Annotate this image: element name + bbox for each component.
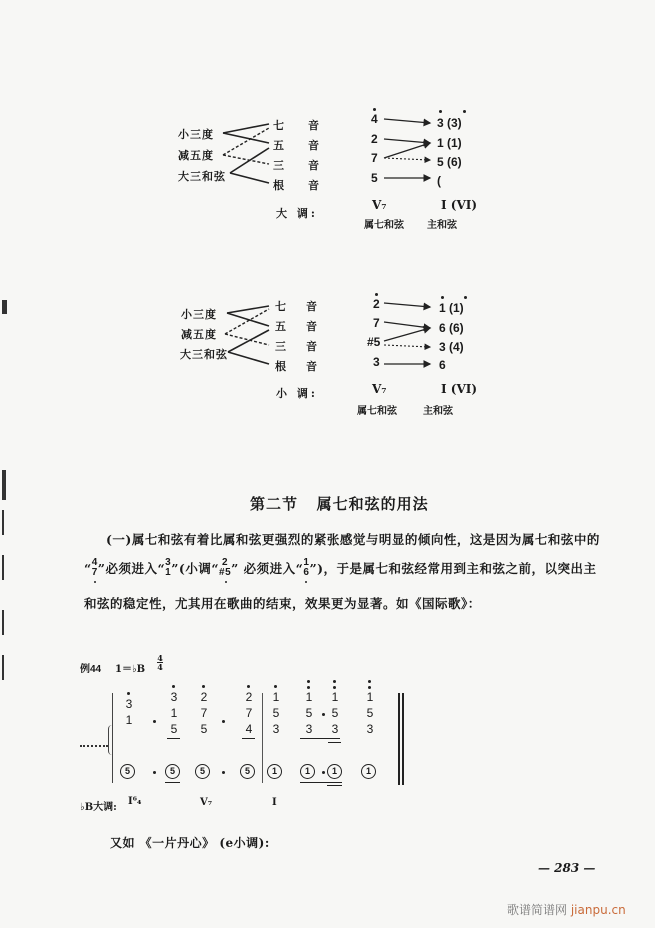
- interval-dim-fifth: 减五度: [178, 149, 214, 162]
- tonic-note: 5 (6): [437, 155, 462, 169]
- scan-artifact: [2, 655, 4, 680]
- tone-label: 音: [308, 119, 319, 132]
- final-barline-thin: [398, 693, 400, 785]
- dominant-note: 7: [371, 151, 378, 165]
- tone-fifth: 五: [273, 139, 284, 152]
- tone-label: 音: [306, 320, 317, 333]
- tone-label: 音: [306, 300, 317, 313]
- note: 1: [331, 690, 339, 704]
- note: 4: [245, 722, 253, 736]
- text: ”(小调“: [171, 561, 220, 576]
- watermark-url: jianpu.cn: [570, 903, 626, 917]
- tone-third: 三: [273, 159, 284, 172]
- tone-label: 音: [308, 159, 319, 172]
- note: 3: [125, 697, 133, 711]
- example-label: 例44: [80, 664, 102, 675]
- analysis-chord-2: V₇: [200, 797, 213, 808]
- tonic-note: 3 (4): [439, 340, 464, 354]
- note: 7: [245, 706, 253, 720]
- note: 5: [366, 706, 374, 720]
- note: 5: [331, 706, 339, 720]
- tone-root: 根: [273, 179, 284, 192]
- watermark-cn: 歌谱简谱网: [507, 903, 568, 917]
- note: 3: [305, 722, 313, 736]
- paragraph-line-2: [84, 558, 597, 578]
- paragraph-line-3: 和弦的稳定性，尤其用在歌曲的结束，效果更为显著。如《国际歌》：: [84, 596, 481, 611]
- dominant-symbol: V₇: [372, 382, 387, 396]
- note: 7: [200, 706, 208, 720]
- fraction-2-s5: [219, 558, 231, 578]
- augmentation-dot: [153, 720, 156, 723]
- circled-note: 1: [327, 764, 342, 779]
- note: 1: [272, 690, 280, 704]
- augmentation-dot: [222, 720, 225, 723]
- high-dot: [464, 296, 467, 299]
- tone-label: 音: [308, 179, 319, 192]
- note: 2: [245, 690, 253, 704]
- augmentation-dot: [322, 771, 325, 774]
- paragraph-line-1: (一)属七和弦有着比属和弦更强烈的紧张感觉与明显的倾向性，这是因为属七和弦中的: [106, 532, 600, 547]
- note: 1: [125, 713, 133, 727]
- dominant-note: 7: [373, 316, 380, 330]
- augmentation-dot: [153, 771, 156, 774]
- tonic-note: 6: [439, 358, 446, 372]
- dominant-symbol: V₇: [372, 198, 387, 212]
- interval-major-triad: 大三和弦: [178, 170, 226, 183]
- tone-label: 音: [306, 340, 317, 353]
- text: ” 必须进入“: [231, 561, 304, 576]
- note: 2: [200, 690, 208, 704]
- tone-seventh: 七: [275, 300, 286, 313]
- note: 3: [331, 722, 339, 736]
- tonic-note: 3 (3): [437, 116, 462, 130]
- tone-fifth: 五: [275, 320, 286, 333]
- interval-major-triad: 大三和弦: [180, 348, 228, 361]
- time-signature: [157, 654, 163, 671]
- note: 3: [170, 690, 178, 704]
- dominant-name: 属七和弦: [364, 220, 404, 231]
- frac-top: 1: [303, 557, 310, 568]
- tone-seventh: 七: [273, 119, 284, 132]
- note: 1: [366, 690, 374, 704]
- scan-artifact: [2, 300, 7, 314]
- tonic-symbol: I (VI): [441, 382, 478, 396]
- followup-text: 又如 《一片丹心》 (e小调):: [110, 836, 270, 850]
- dominant-note: 2: [373, 297, 380, 311]
- brace: [108, 725, 113, 755]
- time-top: 4: [157, 653, 163, 663]
- tonic-name: 主和弦: [423, 406, 453, 417]
- frac-bot: 6: [303, 567, 310, 578]
- time-bot: 4: [157, 662, 163, 672]
- interval-dim-fifth: 减五度: [181, 328, 217, 341]
- circled-note: 5: [195, 764, 210, 779]
- high-dot: [373, 108, 376, 111]
- analysis-chord-1: I⁶₄: [128, 796, 142, 807]
- circled-note: 5: [165, 764, 180, 779]
- scan-artifact: [2, 555, 4, 580]
- analysis-key: ♭B大调:: [80, 802, 117, 813]
- circled-note: 1: [267, 764, 282, 779]
- circled-note: 5: [120, 764, 135, 779]
- note: 1: [305, 690, 313, 704]
- tone-label: 音: [308, 139, 319, 152]
- analysis-chord-3: I: [272, 797, 277, 808]
- barline: [262, 693, 263, 783]
- high-dot: [441, 296, 444, 299]
- augmentation-dot: [222, 771, 225, 774]
- interval-minor-third: 小三度: [178, 128, 214, 141]
- dominant-note: 5: [371, 171, 378, 185]
- dominant-note: 3: [373, 355, 380, 369]
- tonic-note: 6 (6): [439, 321, 464, 335]
- frac-bot: 7: [91, 567, 98, 578]
- key-signature: 1＝♭B: [115, 664, 146, 675]
- augmentation-dot: [322, 713, 325, 716]
- fraction-1-6: [303, 558, 309, 578]
- tonic-symbol: I (VI): [441, 198, 478, 212]
- watermark: [507, 901, 626, 918]
- text: ”)，于是属七和弦经常用到主和弦之前，以突出主: [309, 561, 597, 576]
- scan-artifact: [2, 510, 4, 535]
- interval-minor-third: 小三度: [181, 308, 217, 321]
- note: 5: [170, 722, 178, 736]
- high-dot: [463, 110, 466, 113]
- frac-top: 2: [222, 557, 229, 568]
- final-barline-thick: [402, 693, 404, 785]
- tone-third: 三: [275, 340, 286, 353]
- note: 3: [272, 722, 280, 736]
- tonic-note: 1 (1): [439, 301, 464, 315]
- frac-bot: #5: [219, 567, 232, 578]
- scan-artifact: [2, 610, 4, 635]
- tone-label: 音: [306, 360, 317, 373]
- note: 5: [272, 706, 280, 720]
- frac-top: 3: [165, 557, 172, 568]
- section-title: 第二节 属七和弦的用法: [250, 495, 429, 513]
- dotted-lead: [80, 745, 108, 747]
- tone-root: 根: [275, 360, 286, 373]
- note: 5: [200, 722, 208, 736]
- note: 1: [170, 706, 178, 720]
- scan-artifact: [2, 470, 6, 500]
- circled-note: 5: [240, 764, 255, 779]
- circled-note: 1: [361, 764, 376, 779]
- tonic-note: 1 (1): [437, 136, 462, 150]
- dominant-note: 2: [371, 132, 378, 146]
- high-dot: [375, 293, 378, 296]
- fraction-4-7: [92, 558, 98, 578]
- note: 3: [366, 722, 374, 736]
- tonic-note: (: [437, 174, 441, 188]
- high-dot: [439, 110, 442, 113]
- tonic-name: 主和弦: [427, 220, 457, 231]
- frac-top: 4: [91, 557, 98, 568]
- key-label-major: 大 调:: [276, 207, 318, 220]
- dominant-note: 4: [371, 112, 378, 126]
- frac-bot: 1: [165, 567, 172, 578]
- circled-note: 1: [300, 764, 315, 779]
- dominant-name: 属七和弦: [357, 406, 397, 417]
- note: 5: [305, 706, 313, 720]
- text: ”必须进入“: [97, 561, 166, 576]
- text: “: [84, 560, 92, 576]
- key-label-minor: 小 调:: [276, 387, 318, 400]
- dominant-note: #5: [367, 335, 381, 349]
- page-number: — 283 —: [538, 861, 596, 875]
